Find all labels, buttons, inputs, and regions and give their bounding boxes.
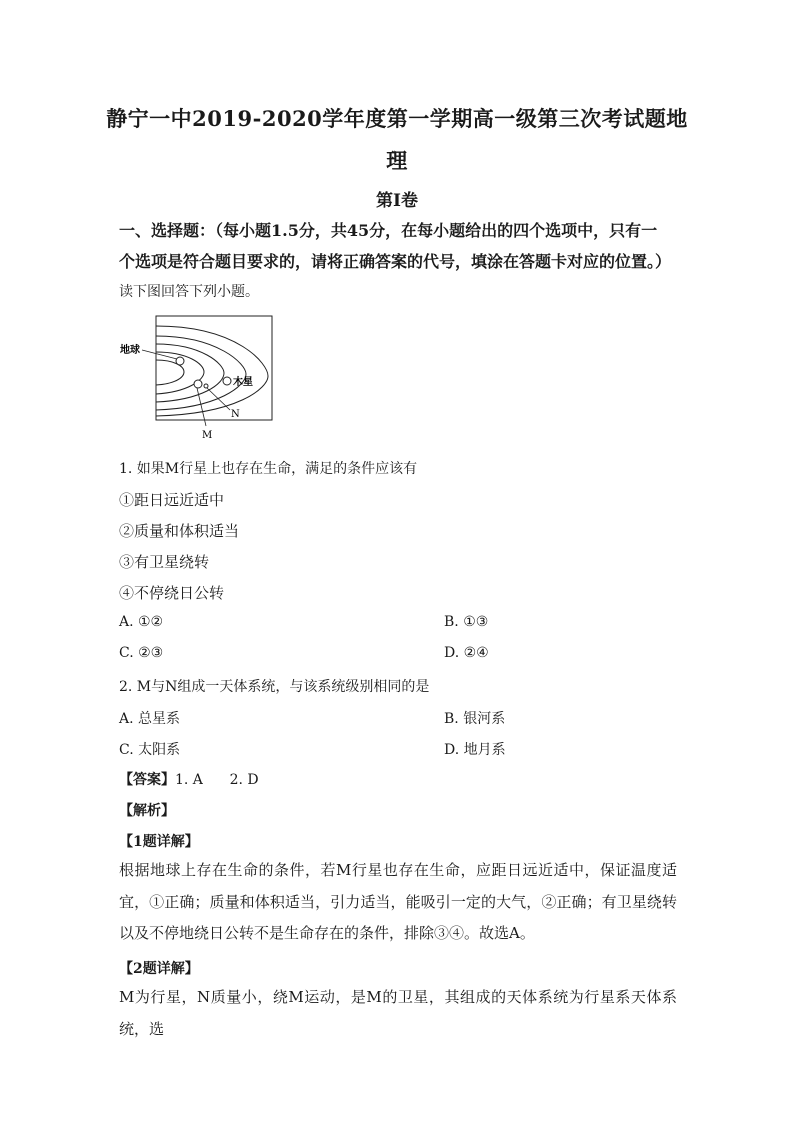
orbit-diagram xyxy=(118,314,278,444)
question-2-option-c: C. 太阳系 xyxy=(119,742,181,758)
question-1-option-d: D. ②④ xyxy=(444,645,489,661)
jupiter-planet xyxy=(223,377,231,385)
instruction-text: 读下图回答下列小题。 xyxy=(119,284,259,300)
earth-pointer xyxy=(142,350,177,359)
orbit-outer xyxy=(156,326,268,416)
satellite-n xyxy=(204,384,208,388)
question-1-option-b: B. ①③ xyxy=(444,614,489,630)
answer-value: 1. A 2. D xyxy=(175,772,259,788)
question-1-option-c: C. ②③ xyxy=(119,645,164,661)
q2-detail-label: 【2题详解】 xyxy=(119,961,199,977)
question-2-option-b: B. 银河系 xyxy=(444,711,506,727)
section-heading-line-2: 个选项是符合题目要求的，请将正确答案的代号，填涂在答题卡对应的位置。） xyxy=(119,252,672,271)
analysis-label: 【解析】 xyxy=(119,803,175,819)
volume-title: 第Ⅰ卷 xyxy=(376,191,418,211)
question-1-stem: 1. 如果M行星上也存在生命，满足的条件应该有 xyxy=(119,461,418,477)
planet-m xyxy=(194,380,202,388)
figure-frame xyxy=(156,316,272,420)
answer-line xyxy=(119,769,259,789)
section-heading-line-1: 一、选择题：（每小题1.5分，共45分，在每小题给出的四个选项中，只有一 xyxy=(119,221,658,240)
question-1-statement-2: ②质量和体积适当 xyxy=(119,522,240,540)
question-1-statement-4: ④不停绕日公转 xyxy=(119,584,225,602)
earth-planet xyxy=(176,357,184,365)
q1-detail-label: 【1题详解】 xyxy=(119,834,199,850)
orbit-jupiter xyxy=(156,336,246,410)
question-1-statement-1: ①距日远近适中 xyxy=(119,491,225,509)
question-2-stem: 2. M与N组成一天体系统，与该系统级别相同的是 xyxy=(119,679,430,695)
question-1-statement-3: ③有卫星绕转 xyxy=(119,553,210,571)
label-earth: 地球 xyxy=(120,345,140,356)
question-2-option-a: A. 总星系 xyxy=(119,711,181,727)
page-title-line-2: 理 xyxy=(386,148,408,173)
n-pointer xyxy=(207,388,230,410)
label-n: N xyxy=(231,409,240,420)
answer-label: 【答案】 xyxy=(119,772,175,788)
page-title-line-1: 静宁一中2019-2020学年度第一学期高一级第三次考试题地 xyxy=(106,106,688,131)
label-m: M xyxy=(202,430,213,441)
q1-detail-text: 根据地球上存在生命的条件，若M行星也存在生命，应距日远近适中，保证温度适宜，①正确；质量和体积适当，引力适当，能吸引一定的大气，②正确；有卫星绕转以及不停地绕日公转不是生命存在的条件，排除③④。故选A。 xyxy=(119,861,677,942)
question-1-option-a: A. ①② xyxy=(119,614,164,630)
q2-detail-text: M为行星，N质量小，绕M运动，是M的卫星，其组成的天体系统为行星系天体系统，选 xyxy=(119,988,677,1038)
label-jupiter: 木星 xyxy=(233,377,253,388)
solar-system-figure xyxy=(118,314,278,444)
question-2-option-d: D. 地月系 xyxy=(444,742,506,758)
